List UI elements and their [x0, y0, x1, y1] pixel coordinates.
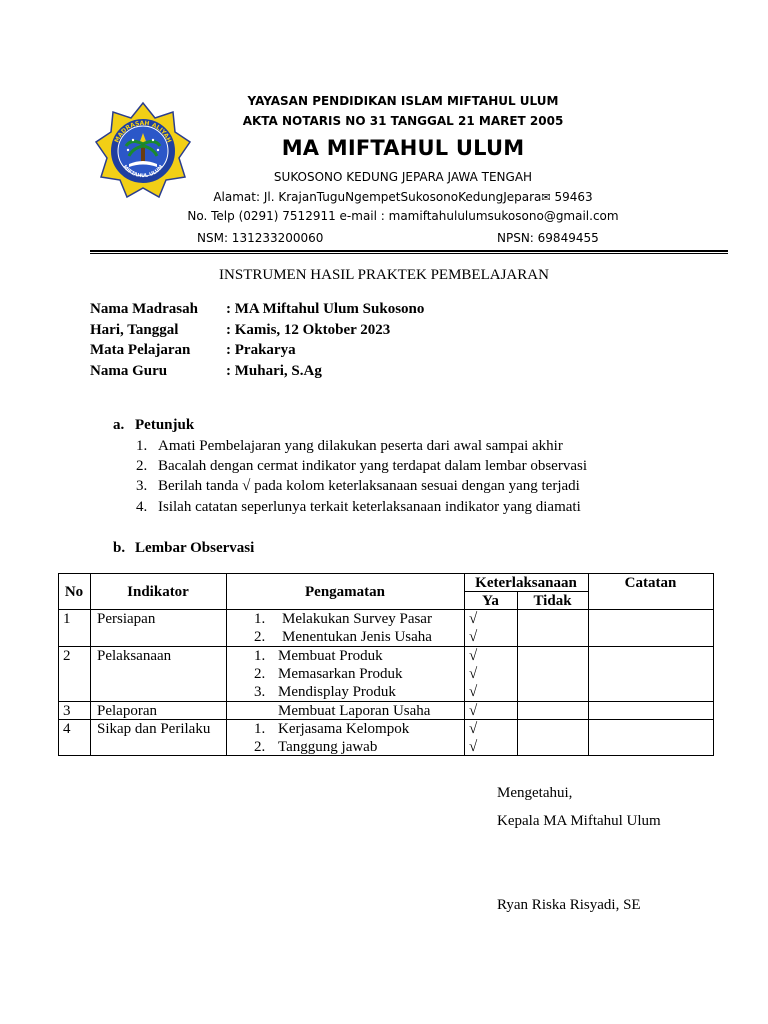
observation-table — [58, 573, 714, 756]
section-a-heading — [113, 417, 194, 434]
check-mark: √ — [469, 703, 478, 719]
item-number: 3. — [254, 684, 266, 700]
info-value: : Muhari, S.Ag — [226, 363, 322, 379]
row-number: 4 — [63, 721, 71, 737]
check-mark: √ — [469, 666, 478, 682]
info-label: Hari, Tanggal — [90, 322, 179, 338]
row-indicator: Persiapan — [97, 611, 156, 627]
header-no-answer: Tidak — [533, 593, 572, 609]
item-number: 2. — [254, 739, 266, 755]
row-number: 3 — [63, 703, 71, 719]
letterhead — [0, 0, 768, 256]
instruction-item — [136, 458, 587, 475]
check-mark: √ — [469, 684, 478, 700]
school-address — [98, 190, 708, 204]
section-title: Petunjuk — [135, 417, 195, 433]
info-label: Nama Guru — [90, 363, 168, 379]
info-label: Mata Pelajaran — [90, 342, 191, 358]
acknowledged-label: Mengetahui, — [497, 785, 573, 801]
instruction-number: 2. — [136, 458, 148, 474]
row-number: 2 — [63, 648, 71, 664]
item-number: 1. — [254, 648, 266, 664]
table-border — [58, 755, 714, 756]
instruction-number: 3. — [136, 478, 148, 494]
instruction-item — [136, 438, 563, 455]
table-border — [713, 573, 714, 756]
header-yes: Ya — [482, 593, 499, 609]
instruction-item — [136, 499, 581, 516]
nsm-number: NSM: 131233200060 — [197, 231, 324, 245]
principal-name: Ryan Riska Risyadi, SE — [497, 897, 641, 913]
item-number: 2. — [254, 666, 266, 682]
letterhead-divider-thin — [90, 253, 728, 254]
instruction-text: Isilah catatan seperlunya terkait keterlaksanaan indikator yang diamati — [158, 499, 581, 515]
instruction-text: Amati Pembelajaran yang dilakukan peserta dari awal sampai akhir — [158, 438, 563, 454]
section-marker: a. — [113, 417, 125, 433]
logo-text-top: MADRASAH ALIYAH — [113, 119, 173, 144]
row-indicator: Pelaksanaan — [97, 648, 172, 664]
info-value: : Kamis, 12 Oktober 2023 — [226, 322, 391, 338]
item-text: Mendisplay Produk — [278, 684, 396, 700]
foundation-name: YAYASAN PENDIDIKAN ISLAM MIFTAHUL ULUM — [247, 94, 559, 108]
item-text: Kerjasama Kelompok — [278, 721, 410, 737]
header-no: No — [64, 584, 84, 600]
npsn-number: NPSN: 69849455 — [497, 231, 599, 245]
item-number: 1. — [254, 721, 266, 737]
info-value: : Prakarya — [226, 342, 296, 358]
item-number: 2. — [254, 629, 266, 645]
header-notes: Catatan — [624, 575, 677, 591]
row-indicator: Pelaporan — [97, 703, 157, 719]
principal-role: Kepala MA Miftahul Ulum — [497, 813, 661, 829]
instruction-number: 1. — [136, 438, 148, 454]
item-text: Menentukan Jenis Usaha — [282, 629, 432, 645]
item-text: Membuat Laporan Usaha — [278, 703, 431, 719]
section-marker: b. — [113, 540, 126, 556]
check-mark: √ — [469, 739, 478, 755]
table-border — [588, 573, 589, 756]
header-indicator: Indikator — [127, 584, 189, 600]
info-label: Nama Madrasah — [90, 301, 198, 317]
instruction-text: Berilah tanda √ pada kolom keterlaksanaan sesuai dengan yang terjadi — [158, 478, 580, 494]
check-mark: √ — [469, 629, 478, 645]
row-indicator: Sikap dan Perilaku — [97, 721, 211, 737]
header-observation: Pengamatan — [305, 584, 385, 600]
header-implementation: Keterlaksanaan — [475, 575, 577, 591]
letterhead-divider — [90, 250, 728, 252]
instruction-text: Bacalah dengan cermat indikator yang terdapat dalam lembar observasi — [158, 458, 587, 474]
item-text: Tanggung jawab — [278, 739, 378, 755]
row-number: 1 — [63, 611, 71, 627]
check-mark: √ — [469, 611, 478, 627]
item-number: 1. — [254, 611, 266, 627]
info-value: : MA Miftahul Ulum Sukosono — [226, 301, 425, 317]
notary-deed: AKTA NOTARIS NO 31 TANGGAL 21 MARET 2005 — [242, 114, 564, 128]
school-contact: No. Telp (0291) 7512911 e-mail : mamiftahululumsukosono@gmail.com — [187, 209, 619, 223]
logo-text-bottom: MIFTAHUL ULUM — [121, 164, 165, 180]
section-b-heading — [113, 540, 254, 557]
instruction-item — [136, 478, 580, 495]
postal-code: 59463 — [550, 190, 593, 204]
address-text: Alamat: Jl. KrajanTuguNgempetSukosonoKedungJepara — [213, 190, 542, 204]
check-mark: √ — [469, 721, 478, 737]
envelope-icon: ✉ — [541, 191, 551, 204]
document-title: INSTRUMEN HASIL PRAKTEK PEMBELAJARAN — [219, 267, 549, 283]
item-text: Melakukan Survey Pasar — [282, 611, 432, 627]
item-text: Memasarkan Produk — [278, 666, 403, 682]
school-region: SUKOSONO KEDUNG JEPARA JAWA TENGAH — [273, 170, 533, 184]
school-name: MA MIFTAHUL ULUM — [281, 136, 525, 160]
section-title: Lembar Observasi — [135, 540, 255, 556]
table-border — [517, 591, 518, 756]
item-text: Membuat Produk — [278, 648, 383, 664]
instruction-number: 4. — [136, 499, 148, 515]
check-mark: √ — [469, 648, 478, 664]
